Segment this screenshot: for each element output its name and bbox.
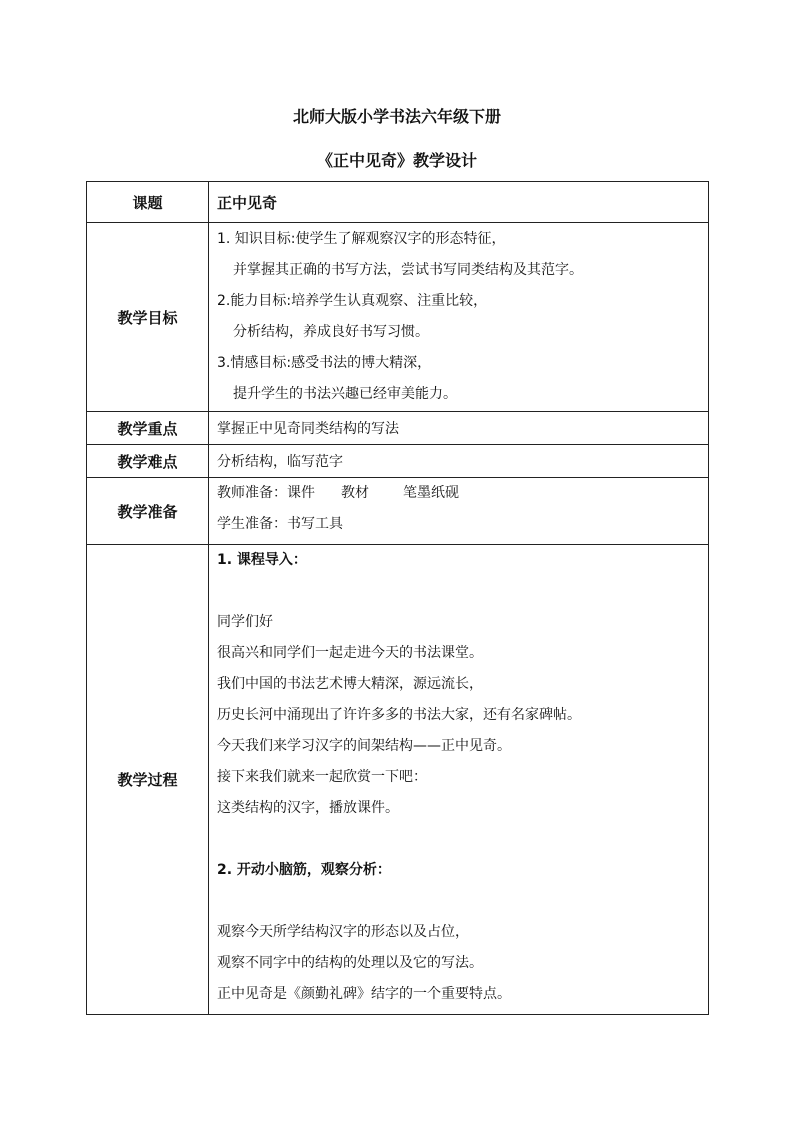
label-key-points: 教学重点 xyxy=(87,412,209,445)
goal-line: 提升学生的书法兴趣已经审美能力。 xyxy=(233,386,457,402)
row-preparation xyxy=(87,478,709,545)
document-subtitle: 《正中见奇》教学设计 xyxy=(316,151,477,170)
process-line: 很高兴和同学们一起走进今天的书法课堂。 xyxy=(217,645,483,661)
process-line: 今天我们来学习汉字的间架结构——正中见奇。 xyxy=(217,738,511,754)
goal-line: 3.情感目标:感受书法的博大精深， xyxy=(217,355,432,371)
lesson-plan-table xyxy=(86,181,709,1015)
teacher-prep-item: 笔墨纸砚 xyxy=(403,485,459,501)
process-line: 正中见奇是《颜勤礼碑》结字的一个重要特点。 xyxy=(217,986,511,1002)
process-line: 接下来我们就来一起欣赏一下吧： xyxy=(217,769,427,785)
row-topic xyxy=(87,182,709,223)
value-difficulties: 分析结构，临写范字 xyxy=(209,445,709,478)
row-difficulties xyxy=(87,445,709,478)
teacher-preparation xyxy=(217,478,708,509)
process-content xyxy=(209,545,709,1015)
label-goals: 教学目标 xyxy=(87,223,209,412)
process-line: 这类结构的汉字，播放课件。 xyxy=(217,800,399,816)
goal-line: 2.能力目标:培养学生认真观察、注重比较， xyxy=(217,293,488,309)
process-line: 观察今天所学结构汉字的形态以及占位， xyxy=(217,924,469,940)
document-title: 北师大版小学书法六年级下册 xyxy=(292,107,501,126)
label-preparation: 教学准备 xyxy=(87,478,209,545)
label-process: 教学过程 xyxy=(87,545,209,1015)
process-line: 历史长河中涌现出了许许多多的书法大家，还有名家碑帖。 xyxy=(217,707,581,723)
teacher-prep-item: 教师准备：课件 xyxy=(217,485,315,501)
process-line: 观察不同字中的结构的处理以及它的写法。 xyxy=(217,955,483,971)
value-key-points: 掌握正中见奇同类结构的写法 xyxy=(209,412,709,445)
value-topic: 正中见奇 xyxy=(209,182,709,223)
teacher-prep-item: 教材 xyxy=(341,485,369,501)
section-heading: 2. 开动小脑筋，观察分析： xyxy=(217,862,391,878)
row-process xyxy=(87,545,709,1015)
label-topic: 课题 xyxy=(87,182,209,223)
section-heading: 1. 课程导入： xyxy=(217,552,307,568)
goal-line: 分析结构，养成良好书写习惯。 xyxy=(233,324,429,340)
process-line: 同学们好 xyxy=(217,614,273,630)
row-goals xyxy=(87,223,709,412)
label-difficulties: 教学难点 xyxy=(87,445,209,478)
goal-line: 并掌握其正确的书写方法，尝试书写同类结构及其范字。 xyxy=(233,262,583,278)
preparation-content xyxy=(209,478,709,545)
process-line: 我们中国的书法艺术博大精深，源远流长， xyxy=(217,676,483,692)
student-preparation: 学生准备：书写工具 xyxy=(217,516,343,532)
goals-content xyxy=(209,223,709,412)
goal-line: 1. 知识目标:使学生了解观察汉字的形态特征， xyxy=(217,231,506,247)
row-key-points xyxy=(87,412,709,445)
